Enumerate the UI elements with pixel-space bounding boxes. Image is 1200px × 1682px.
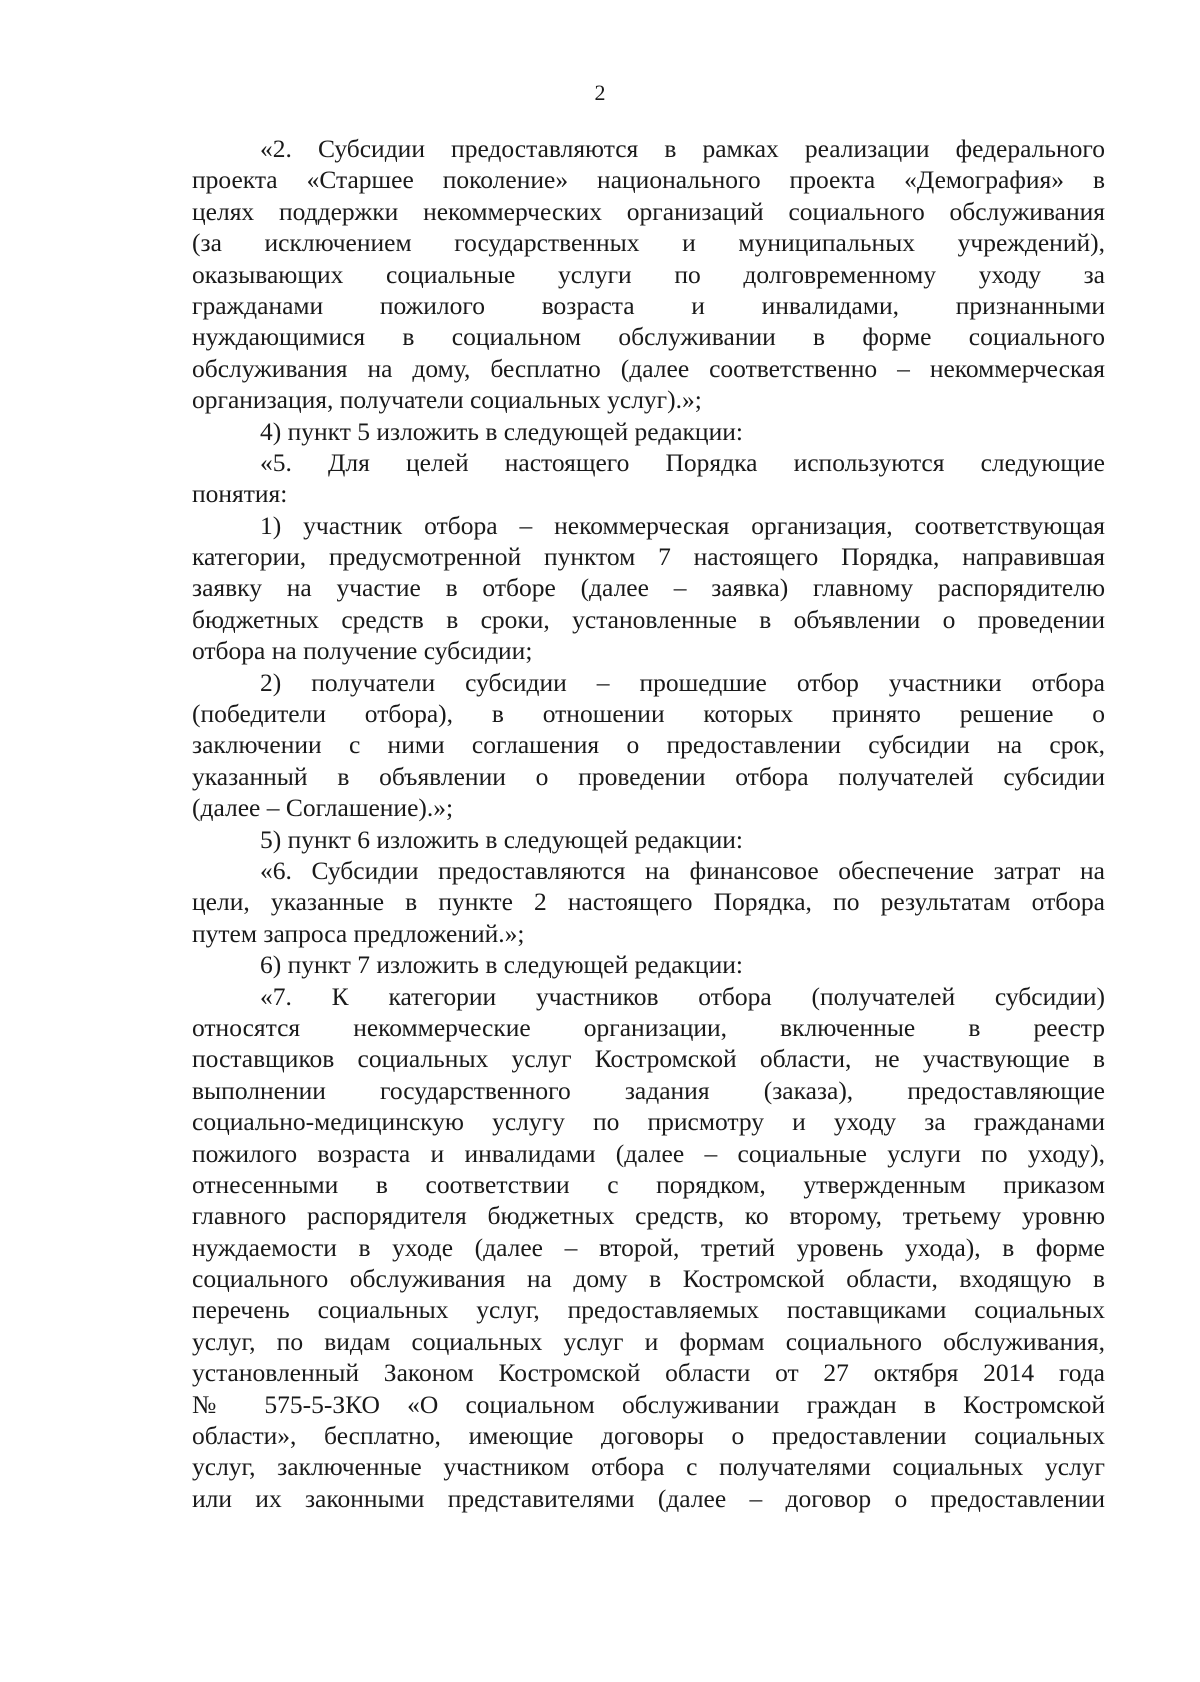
- text-line: или их законными представителями (далее – договор о предоставлении: [192, 1483, 1105, 1513]
- text-line: проекта «Старшее поколение» национального проекта «Демография» в: [192, 165, 1105, 195]
- text-line: № 575-5-ЗКО «О социальном обслуживании граждан в Костромской: [192, 1389, 1105, 1419]
- paragraph: [192, 949, 1105, 980]
- text-line: цели, указанные в пункте 2 настоящего Порядка, по результатам отбора: [192, 887, 1105, 917]
- paragraph: [192, 855, 1105, 949]
- text-line: категории, предусмотренной пунктом 7 настоящего Порядка, направившая: [192, 542, 1105, 572]
- text-line: поставщиков социальных услуг Костромской области, не участвующие в: [192, 1044, 1105, 1074]
- page-number: 2: [594, 80, 606, 105]
- paragraph: [192, 447, 1105, 510]
- text-line: 4) пункт 5 изложить в следующей редакции:: [260, 416, 743, 446]
- text-line: 5) пункт 6 изложить в следующей редакции:: [260, 824, 743, 854]
- text-line: целях поддержки некоммерческих организаций социального обслуживания: [192, 196, 1105, 226]
- text-line: пожилого возраста и инвалидами (далее – социальные услуги по уходу),: [192, 1138, 1105, 1168]
- text-line: «5. Для целей настоящего Порядка используются следующие: [260, 447, 1105, 477]
- text-line: услуг, заключенные участником отбора с получателями социальных услуг: [192, 1452, 1105, 1482]
- text-line: отбора на получение субсидии;: [192, 636, 533, 666]
- text-line: гражданами пожилого возраста и инвалидами, признанными: [192, 290, 1105, 320]
- text-line: услуг, по видам социальных услуг и формам социального обслуживания,: [192, 1326, 1105, 1356]
- text-line: обслуживания на дому, бесплатно (далее соответственно – некоммерческая: [192, 353, 1105, 383]
- text-line: «6. Субсидии предоставляются на финансовое обеспечение затрат на: [260, 855, 1105, 885]
- text-line: перечень социальных услуг, предоставляемых поставщиками социальных: [192, 1295, 1105, 1325]
- text-line: (за исключением государственных и муниципальных учреждений),: [192, 228, 1105, 258]
- document-body: [192, 133, 1105, 1514]
- text-line: заключении с ними соглашения о предоставлении субсидии на срок,: [192, 730, 1105, 760]
- text-line: бюджетных средств в сроки, установленные в объявлении о проведении: [192, 604, 1105, 634]
- paragraph: [192, 667, 1105, 824]
- text-line: организация, получатели социальных услуг).»;: [192, 385, 702, 415]
- paragraph: [192, 824, 1105, 855]
- text-line: социально-медицинскую услугу по присмотру и уходу за гражданами: [192, 1107, 1105, 1137]
- text-line: путем запроса предложений.»;: [192, 918, 525, 948]
- text-line: (далее – Соглашение).»;: [192, 793, 454, 823]
- text-line: главного распорядителя бюджетных средств, ко второму, третьему уровню: [192, 1201, 1105, 1231]
- text-line: выполнении государственного задания (заказа), предоставляющие: [192, 1075, 1105, 1105]
- text-line: нуждающимися в социальном обслуживании в форме социального: [192, 322, 1105, 352]
- text-line: отнесенными в соответствии с порядком, утвержденным приказом: [192, 1169, 1105, 1199]
- text-line: области», бесплатно, имеющие договоры о предоставлении социальных: [192, 1421, 1105, 1451]
- text-line: оказывающих социальные услуги по долговременному уходу за: [192, 259, 1105, 289]
- text-line: (победители отбора), в отношении которых принято решение о: [192, 699, 1105, 729]
- paragraph: [192, 981, 1105, 1515]
- text-line: установленный Законом Костромской области от 27 октября 2014 года: [192, 1358, 1105, 1388]
- text-line: «2. Субсидии предоставляются в рамках реализации федерального: [260, 134, 1105, 163]
- text-line: 6) пункт 7 изложить в следующей редакции:: [260, 950, 743, 980]
- text-line: 2) получатели субсидии – прошедшие отбор участники отбора: [260, 667, 1105, 697]
- text-line: понятия:: [192, 479, 288, 509]
- paragraph: [192, 510, 1105, 667]
- text-line: заявку на участие в отборе (далее – заявка) главному распорядителю: [192, 573, 1105, 603]
- text-line: «7. К категории участников отбора (получателей субсидии): [260, 981, 1105, 1011]
- paragraph: [192, 133, 1105, 416]
- text-line: относятся некоммерческие организации, включенные в реестр: [192, 1012, 1105, 1042]
- text-line: указанный в объявлении о проведении отбора получателей субсидии: [192, 761, 1105, 791]
- text-line: 1) участник отбора – некоммерческая организация, соответствующая: [260, 510, 1105, 540]
- text-line: социального обслуживания на дому в Костромской области, входящую в: [192, 1264, 1105, 1294]
- text-line: нуждаемости в уходе (далее – второй, третий уровень ухода), в форме: [192, 1232, 1105, 1262]
- paragraph: [192, 416, 1105, 447]
